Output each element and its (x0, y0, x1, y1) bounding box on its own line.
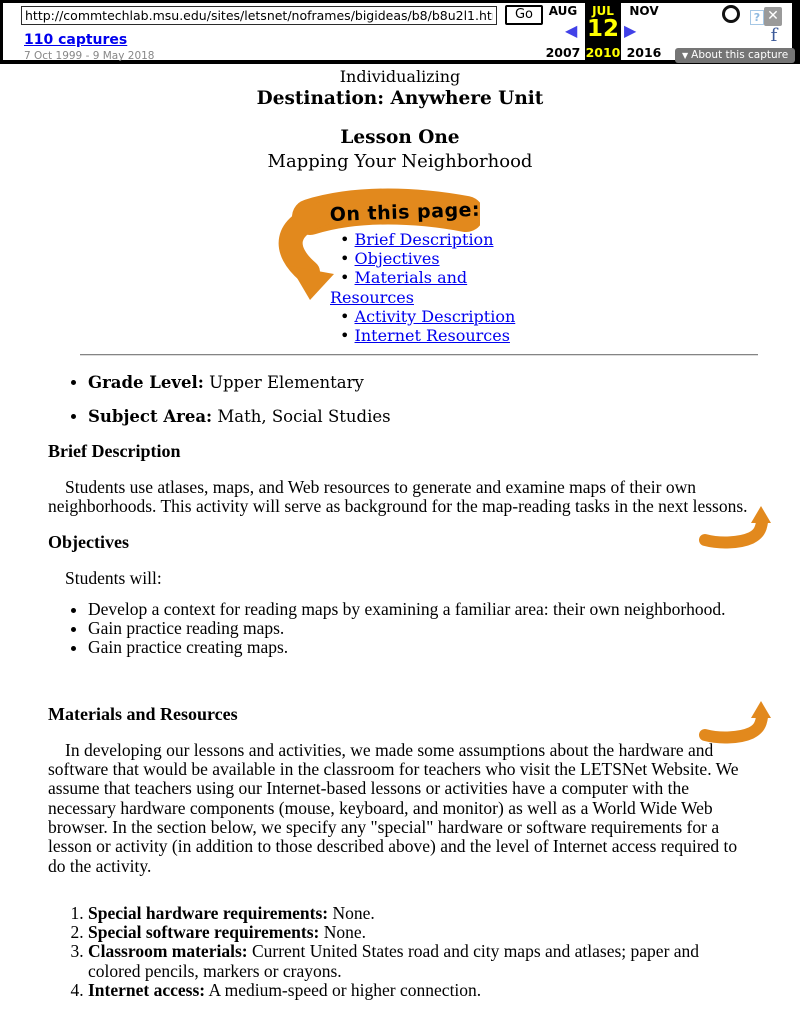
caret-down-icon: ▼ (682, 51, 689, 60)
about-this-capture-label: About this capture (691, 49, 789, 61)
list-item (88, 904, 748, 923)
prev-capture-arrow-icon[interactable]: ◀ (565, 21, 578, 40)
requirement-label: Special hardware requirements: (88, 902, 329, 923)
close-toolbar-icon[interactable]: ✕ (764, 7, 782, 26)
go-button[interactable]: Go (505, 5, 543, 25)
toc-link-objectives[interactable]: Objectives (354, 249, 440, 269)
archived-url-input[interactable] (21, 6, 497, 25)
requirements-list (48, 904, 748, 1000)
list-item (88, 923, 748, 942)
lesson-subtitle: Mapping Your Neighborhood (267, 151, 533, 172)
grade-level-value: Upper Elementary (209, 373, 364, 392)
toc-link-brief-description[interactable]: Brief Description (354, 230, 494, 249)
requirement-value: None. (323, 922, 367, 943)
help-icon[interactable]: ? (750, 10, 764, 25)
list-item (330, 249, 530, 268)
prev-month-label[interactable]: AUG (548, 4, 578, 18)
captures-count-link[interactable]: 110 captures (24, 32, 128, 48)
capture-date-range: 7 Oct 1999 - 9 May 2018 (24, 50, 155, 62)
subject-area-value: Math, Social Studies (217, 407, 391, 426)
list-item (88, 942, 748, 981)
objectives-intro: Students will: (65, 567, 162, 588)
list-item (330, 326, 530, 345)
table-of-contents (330, 230, 530, 345)
unit-title: Destination: Anywhere Unit (256, 88, 544, 109)
materials-resources-heading: Materials and Resources (48, 703, 238, 724)
next-month-label[interactable]: NOV (629, 4, 659, 18)
toc-link-activity-description[interactable]: Activity Description (354, 306, 516, 326)
wayback-status-circle-icon[interactable] (722, 5, 740, 23)
toc-link-internet-resources[interactable]: Internet Resources (354, 326, 510, 346)
list-item (330, 307, 530, 326)
list-item: • Gain practice reading maps. (88, 619, 748, 638)
back-to-top-arrow-icon[interactable] (698, 699, 774, 745)
requirement-label: Internet access: (88, 980, 206, 1001)
list-item (330, 268, 530, 306)
on-this-page-label: On this page: (329, 198, 480, 226)
list-item (330, 230, 530, 249)
next-year-label[interactable]: 2016 (626, 45, 662, 60)
brief-description-heading: Brief Description (48, 441, 181, 461)
grade-level-item (88, 373, 748, 392)
archived-page (0, 67, 800, 1000)
next-capture-arrow-icon[interactable]: ▶ (624, 21, 637, 40)
facebook-share-icon[interactable]: f (770, 25, 778, 46)
requirement-label: Special software requirements: (88, 922, 320, 943)
list-item: • Gain practice creating maps. (88, 638, 748, 657)
back-to-top-arrow-icon[interactable] (698, 504, 774, 550)
subject-area-item (88, 407, 748, 426)
lesson-body (0, 373, 800, 1000)
lesson-meta-list (48, 373, 748, 426)
current-month-label: JUL (592, 4, 614, 18)
current-year-label: 2010 (585, 45, 621, 60)
brief-description-text: Students use atlases, maps, and Web resources to generate and examine maps of their own neighborhoods. This activity will serve as background for the map-reading tasks in the next lessons. (48, 477, 748, 517)
page-supertitle: Individualizing (339, 67, 461, 86)
toc-link-materials-resources[interactable]: Materials and Resources (330, 268, 468, 307)
capture-day: 12 (586, 16, 619, 42)
materials-resources-text: In developing our lessons and activities, we made some assumptions about the hardware and software that would be available in the classroom for teachers who visit the LETSNet Website. We assume that teachers using our Internet-based lessons or activities have a computer with the necessary hardware components (mouse, keyboard, and monitor) as well as a World Wide Web browser. In the section below, we specify any "special" hardware or software requirements for a lesson or activity (in addition to those described above) and the level of Internet access required to do the activity. (48, 739, 739, 876)
objectives-heading: Objectives (48, 531, 129, 552)
requirement-label: Classroom materials: (88, 941, 248, 962)
subject-area-label: Subject Area: (88, 407, 213, 426)
requirement-value: Current United States road and city maps and atlases; paper and colored pencils, markers or crayons. (88, 941, 700, 981)
grade-level-label: Grade Level: (88, 373, 204, 392)
wayback-toolbar (0, 0, 800, 64)
prev-year-label[interactable]: 2007 (545, 45, 581, 60)
requirement-value: None. (332, 902, 375, 923)
lesson-title: Lesson One (340, 127, 460, 148)
objectives-list (48, 600, 748, 658)
list-item (88, 981, 748, 1000)
about-this-capture-button[interactable] (675, 48, 795, 63)
list-item: • Develop a context for reading maps by examining a familiar area: their own neighborhood. (88, 600, 748, 619)
on-this-page-block (0, 188, 800, 346)
divider (80, 354, 758, 356)
requirement-value: A medium-speed or higher connection. (208, 980, 482, 1001)
